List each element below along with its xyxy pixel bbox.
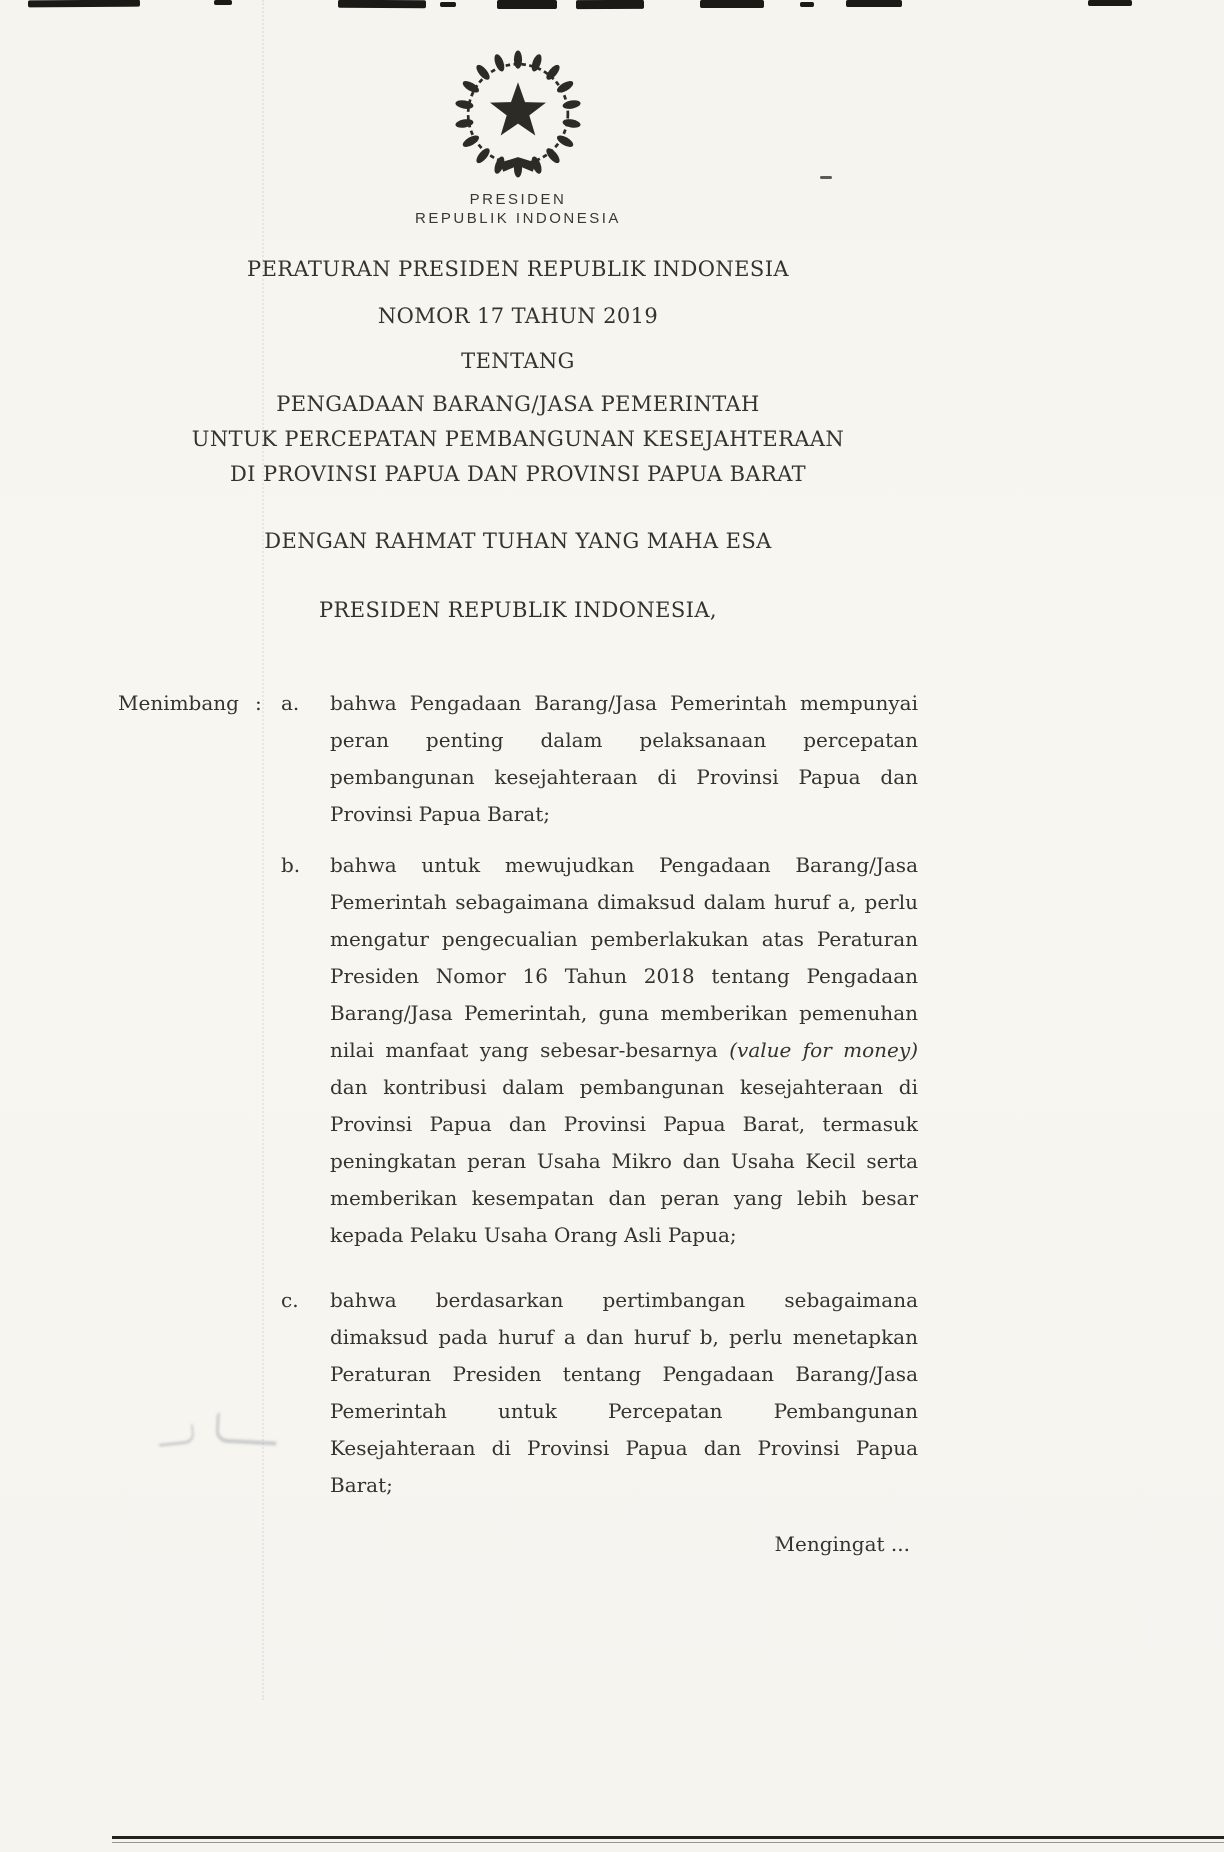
doc-invocation: DENGAN RAHMAT TUHAN YANG MAHA ESA (264, 529, 772, 553)
scan-smudge (440, 2, 456, 7)
bottom-scan-line (112, 1836, 1224, 1839)
title-block (118, 254, 918, 625)
doc-subject-line1: PENGADAAN BARANG/JASA PEMERINTAH (276, 392, 760, 416)
item-text: bahwa Pengadaan Barang/Jasa Pemerintah mempunyai peran penting dalam pelaksanaan percepatan pembangunan kesejahteraan di Provinsi Papua dan Provinsi Papua Barat; (330, 691, 918, 826)
scan-smudge (28, 0, 140, 7)
consideration-item-b (118, 847, 918, 1254)
doc-number: NOMOR 17 TAHUN 2019 (377, 304, 659, 328)
seal-caption-line1: PRESIDEN (469, 191, 567, 208)
item-text: bahwa berdasarkan pertimbangan sebagaimana dimaksud pada huruf a dan huruf b, perlu menetapkan Peraturan Presiden tentang Pengadaan Barang/Jasa Pemerintah untuk Percepatan Pembangunan Kesejahteraan di Provinsi Papua dan Provinsi Papua Barat; (330, 1288, 918, 1497)
scan-smudge (1088, 0, 1132, 6)
item-text-part: bahwa untuk mewujudkan Pengadaan Barang/Jasa Pemerintah sebagaimana dimaksud dalam huruf a, perlu mengatur pengecualian pemberlakukan atas Peraturan Presiden Nomor 16 Tahun 2018 tentang Pengadaan Barang/Jasa Pemerintah, guna memberikan pemenuhan nilai manfaat yang sebesar-besarnya (330, 853, 918, 1062)
doc-authority: PRESIDEN REPUBLIK INDONESIA, (319, 598, 717, 622)
scan-smudge (700, 0, 764, 8)
scan-smudge (576, 0, 644, 9)
seal-caption-line2: REPUBLIK INDONESIA (415, 210, 621, 227)
bottom-scan-line-faint (112, 1842, 1224, 1843)
scan-smudge (800, 2, 814, 7)
menimbang-label: Menimbang (118, 691, 239, 715)
presidential-seal (118, 46, 918, 228)
doc-tentang: TENTANG (461, 349, 575, 373)
doc-subject (118, 387, 918, 492)
document-body (118, 46, 918, 1563)
item-marker: b. (281, 853, 301, 877)
scan-smudge (338, 0, 426, 8)
consideration-item-a (118, 685, 918, 833)
menimbang-separator: : (255, 691, 262, 715)
item-text-italic: (value for money) (729, 1038, 918, 1062)
item-text-part: dan kontribusi dalam pembangunan kesejahteraan di Provinsi Papua dan Provinsi Papua Barat, termasuk peningkatan peran Usaha Mikro dan Usaha Kecil serta memberikan kesempatan dan peran yang lebih besar kepada Pelaku Usaha Orang Asli Papua; (330, 1075, 918, 1247)
item-marker: c. (281, 1288, 299, 1312)
item-marker: a. (281, 691, 300, 715)
scan-smudge (846, 0, 902, 7)
considerations-section (118, 685, 918, 1504)
pencil-mark (150, 1408, 300, 1458)
scan-smudge (497, 0, 557, 9)
doc-subject-line2: UNTUK PERCEPATAN PEMBANGUNAN KESEJAHTERAAN (191, 427, 845, 451)
item-text (330, 847, 918, 1254)
doc-subject-line3: DI PROVINSI PAPUA DAN PROVINSI PAPUA BARAT (229, 462, 807, 486)
continuation-catchword: Mengingat ... (774, 1532, 910, 1556)
scan-smudge (214, 0, 232, 5)
presidential-seal-icon (442, 46, 594, 182)
doc-title-line1: PERATURAN PRESIDEN REPUBLIK INDONESIA (247, 257, 789, 281)
consideration-item-c (118, 1282, 918, 1504)
seal-caption (118, 190, 918, 228)
